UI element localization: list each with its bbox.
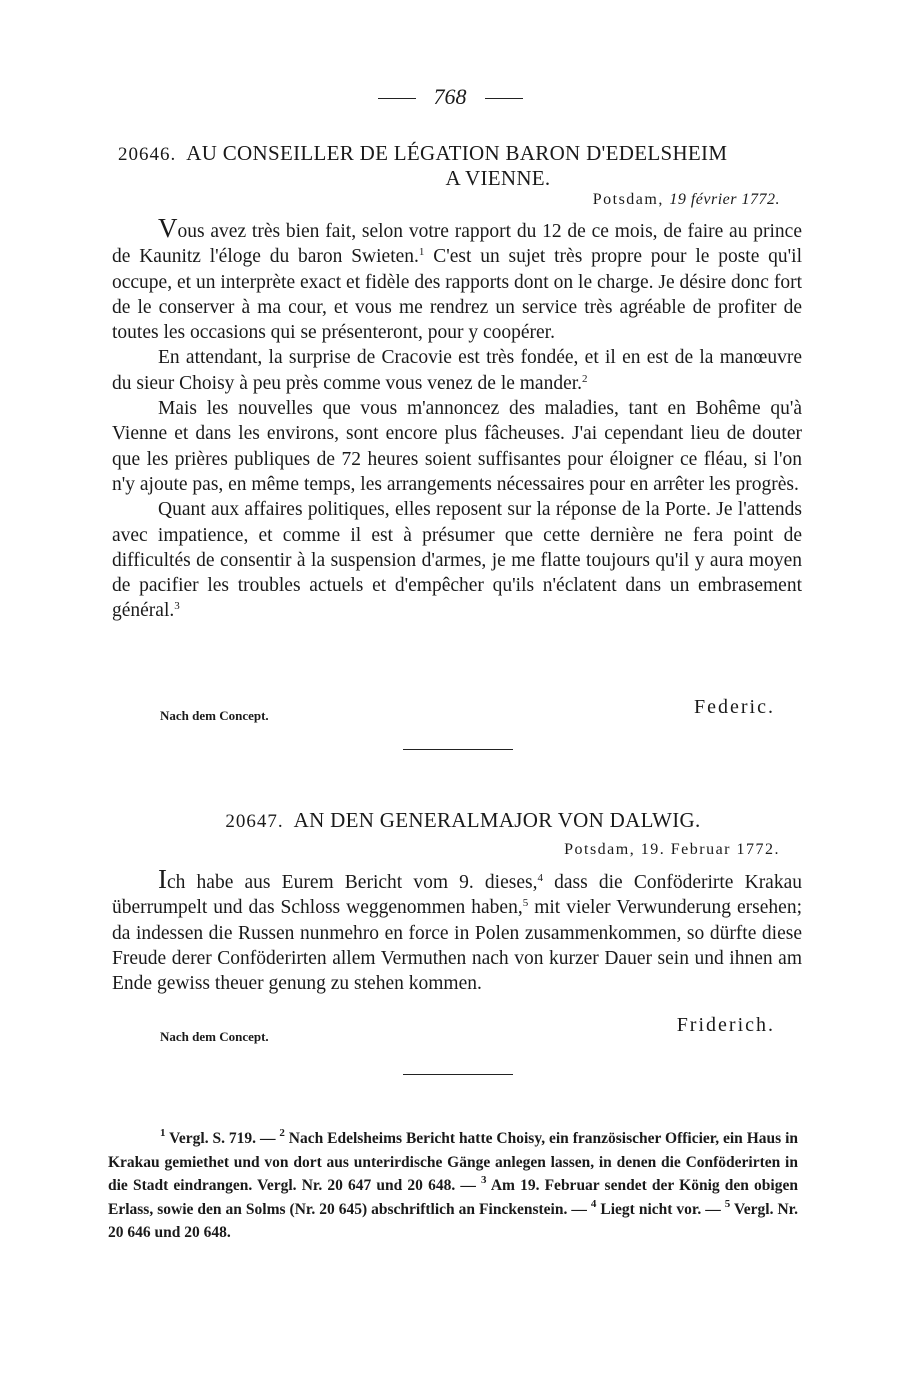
letter-title-line1: AN DEN GENERALMAJOR VON DALWIG. [293, 808, 701, 832]
letter-body [112, 864, 802, 996]
letter-place: Potsdam, [592, 191, 664, 208]
footnotes [108, 1127, 798, 1245]
footnote-ref: 3 [174, 600, 180, 613]
letter-number: 20647. [225, 811, 284, 832]
footnote-text: Liegt nicht vor. — [600, 1200, 725, 1218]
footnote-block [108, 1127, 798, 1245]
footnote-mark: 1 [160, 1127, 166, 1139]
footnote-ref: 2 [582, 372, 588, 385]
signature: Friderich. [676, 1014, 775, 1036]
header-dash-right [485, 98, 523, 99]
letter-body [112, 213, 803, 624]
footnote-mark: 5 [724, 1197, 731, 1210]
paragraph: Mais les nouvelles que vous m'annoncez des maladies, tant en Bohême qu'à Vienne et dans les environs, sont encore plus fâcheuses. J'ai cependant lieu de douter que les prières publiques de 72 heures soient suffisantes pour éloigner ce fléau, si l'on n'y ajoute pas, en même temps, les arrangements nécessaires pour en arrêter les progrès. [112, 398, 802, 495]
section-divider [403, 749, 513, 750]
paragraph: Quant aux affaires politiques, elles reposent sur la réponse de la Porte. Je l'attends avec impatience, et comme il est à présumer que cette dernière ne fera point de difficultés de consentir à la suspension d'armes, je me flatte toujours qu'il y aura moyen de pacifier les troubles actuels et d'empêcher qu'ils n'éclatent dans un embrasement général.$^3$ [112, 499, 802, 622]
header-dash-left [378, 98, 416, 99]
letter-title-line1: AU CONSEILLER DE LÉGATION BARON D'EDELSHEIM [186, 141, 728, 165]
paragraph: Vous avez très bien fait, selon votre rapport du 12 de ce mois, de faire au prince de Kaunitz l'éloge du baron Swieten.$^1$ C'est un sujet très propre pour le poste qu'il occupe, et un interprète exact et fidèle des rapports dont on le charge. Je désire donc fort de le conserver à ma cour, et vous me rendrez un service très agréable de profiter de toutes les occasions qui se présenteront, pour y coopérer. [112, 213, 803, 344]
source-note: Nach dem Concept. [160, 708, 269, 723]
letter-number: 20646. [118, 144, 177, 165]
source-note: Nach dem Concept. [160, 1029, 269, 1044]
letter-title [118, 808, 808, 833]
paragraph: En attendant, la surprise de Cracovie est très fondée, et il en est de la manœuvre du sieur Choisy à peu près comme vous venez de le mander.$^2$ [112, 347, 802, 394]
page-number: 768 [433, 84, 467, 109]
paragraph: Ich habe aus Eurem Bericht vom 9. dieses,$^4$ dass die Conföderirte Krakau überrumpelt und das Schloss weggenommen haben,$^5$ mit vieler Verwunderung ersehen; da indessen die Russen nunmehro en force in Polen zusammenkommen, so dürfte diese Freude derer Conföderirten allem Vermuthen nach von kurzer Dauer sein und ihnen am Ende gewiss theuer genung zu stehen kommen. [112, 864, 802, 995]
footnote-ref: 5 [522, 897, 529, 910]
footnote-text: Nach Edelsheims Bericht hatte Choisy, ein französischer Officier, ein Haus in Krakau gemiethet und von dort aus unterirdische Gänge anlegen lassen, in denen die Conföderirten in die Stadt eindrangen. Vergl. Nr. 20 647 und 20 648. — [108, 1130, 799, 1194]
footnote-text: Am 19. Februar sendet der König den obigen Erlass, sowie den an Solms (Nr. 20 645) abschriftlich an Finckenstein. — [108, 1177, 798, 1218]
letter-date: 19. Februar 1772. [640, 841, 780, 858]
footnote-mark: 4 [590, 1197, 597, 1210]
footnote-text: Vergl. S. 719. — [169, 1130, 280, 1147]
footnote-ref: 1 [418, 246, 425, 259]
page-header [0, 84, 900, 110]
footnote-mark: 3 [481, 1174, 487, 1186]
letter-dateline [564, 841, 780, 859]
letter-date: 19 février 1772. [669, 191, 780, 208]
signature: Federic. [694, 696, 775, 718]
footnote-text: Vergl. Nr. 20 646 und 20 648. [108, 1200, 798, 1241]
letter-title [118, 141, 808, 191]
footnote-mark: 2 [279, 1127, 285, 1139]
letter-title-line2: A VIENNE. [445, 166, 551, 190]
letter-dateline [593, 191, 780, 209]
letter-place: Potsdam, [564, 841, 636, 858]
section-divider [403, 1074, 513, 1075]
footnote-ref: 4 [537, 872, 543, 884]
